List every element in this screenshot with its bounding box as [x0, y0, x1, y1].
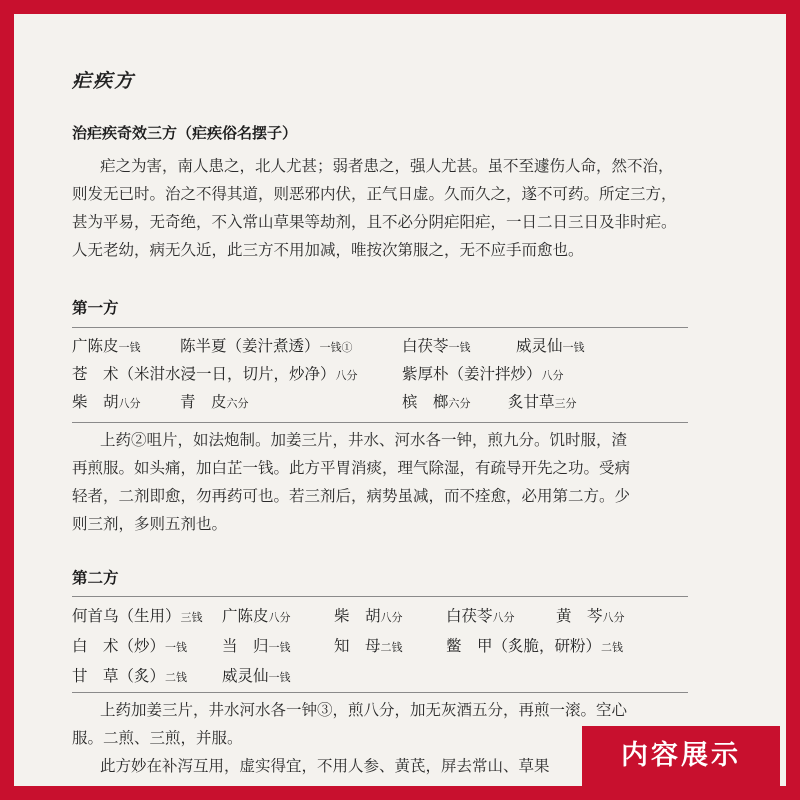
herb-item: 陈半夏（姜汁煮透）一钱①: [180, 337, 353, 355]
herb-item: 威灵仙一钱: [222, 667, 291, 685]
instruction-line: 此方妙在补泻互用，虚实得宜，不用人参、黄芪，屏去常山、草果: [100, 757, 550, 775]
herb-item: 广陈皮一钱: [72, 337, 141, 355]
instruction-line: 上药②咀片，如法炮制。加姜三片，井水、河水各一钟，煎九分。饥时服，渣: [100, 431, 628, 449]
content-display-badge: 内容展示: [582, 726, 780, 786]
herb-item: 青 皮六分: [180, 393, 249, 411]
divider: [72, 327, 688, 328]
herb-item: 黄 芩八分: [556, 607, 625, 625]
divider: [72, 692, 688, 693]
book-page: [14, 14, 786, 786]
herb-item: 威灵仙一钱: [516, 337, 585, 355]
herb-item: 当 归一钱: [222, 637, 291, 655]
intro-line: 甚为平易，无奇绝，不入常山草果等劫剂，且不必分阴疟阳疟，一日二日三日及非时疟。: [72, 213, 677, 231]
instruction-line: 则三剂，多则五剂也。: [72, 515, 228, 533]
herb-item: 鳖 甲（炙脆，研粉）二钱: [446, 637, 624, 655]
herb-item: 柴 胡八分: [334, 607, 403, 625]
herb-item: 白茯苓一钱: [402, 337, 471, 355]
section-title: 疟疾方: [72, 70, 136, 92]
herb-item: 柴 胡八分: [72, 393, 141, 411]
intro-line: 则发无已时。治之不得其道，则恶邪内伏，正气日虚。久而久之，遂不可药。所定三方，: [72, 185, 677, 203]
formula2-title: 第二方: [72, 568, 119, 587]
divider: [72, 596, 688, 597]
intro-line: 人无老幼，病无久近，此三方不用加减，唯按次第服之，无不应手而愈也。: [72, 241, 584, 259]
herb-item: 槟 榔六分: [402, 393, 471, 411]
intro-line: 疟之为害，南人患之，北人尤甚；弱者患之，强人尤甚。虽不至遽伤人命，然不治，: [100, 157, 674, 175]
formula1-instructions: [72, 426, 722, 538]
herb-item: 知 母二钱: [334, 637, 403, 655]
herb-item: 白茯苓八分: [446, 607, 515, 625]
herb-item: 炙甘草三分: [508, 393, 577, 411]
instruction-line: 轻者，二剂即愈，勿再药可也。若三剂后，病势虽减，而不痊愈，必用第二方。少: [72, 487, 631, 505]
formula1-title: 第一方: [72, 298, 119, 317]
instruction-line: 上药加姜三片，井水河水各一钟③，煎八分，加无灰酒五分，再煎一滚。空心: [100, 701, 628, 719]
recipe-title: 治疟疾奇效三方（疟疾俗名摆子）: [72, 124, 298, 142]
herb-item: 紫厚朴（姜汁拌炒）八分: [402, 365, 564, 383]
herb-item: 白 术（炒）一钱: [72, 637, 188, 655]
herb-item: 苍 术（米泔水浸一日，切片，炒净）八分: [72, 365, 358, 383]
herb-item: 甘 草（炙）二钱: [72, 667, 188, 685]
instruction-line: 服。二煎、三煎，并服。: [72, 729, 243, 747]
intro-paragraph: [72, 152, 722, 264]
herb-item: 何首乌（生用）三钱: [72, 607, 203, 625]
instruction-line: 再煎服。如头痛，加白芷一钱。此方平胃消痰，理气除湿，有疏导开先之功。受病: [72, 459, 631, 477]
herb-item: 广陈皮八分: [222, 607, 291, 625]
divider: [72, 422, 688, 423]
